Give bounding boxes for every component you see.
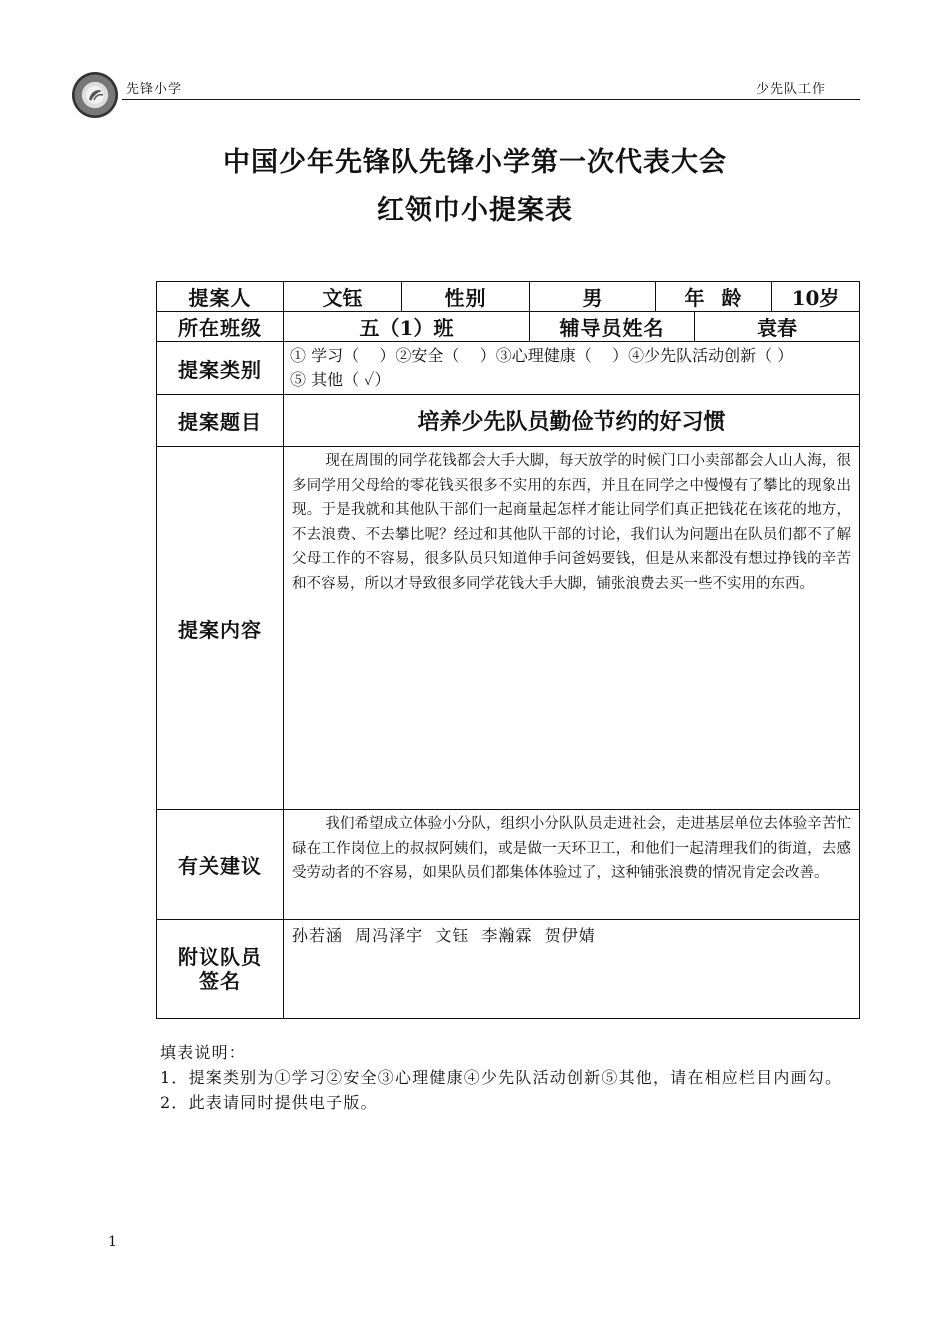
school-logo-icon: [72, 72, 118, 118]
page-number: 1: [108, 1234, 117, 1250]
content-label: 提案内容: [157, 447, 284, 810]
suggestion-text: 我们希望成立体验小分队，组织小分队队员走进社会，走进基层单位去体验辛苦忙碌在工作岗位上的叔叔阿姨们，或是做一天环卫工，和他们一起清理我们的街道，去感受劳动者的不容易，如果队员们都集体体验过了，这种铺张浪费的情况肯定会改善。: [284, 810, 860, 920]
filling-notes: [160, 1040, 860, 1115]
header-divider: [122, 99, 860, 100]
category-options: [284, 342, 860, 395]
category-label: 提案类别: [157, 342, 284, 395]
page-header: [72, 72, 860, 102]
header-section: 少先队工作: [755, 82, 826, 97]
advisor-value: 袁春: [695, 312, 860, 342]
document-subtitle: 红领巾小提案表: [377, 195, 573, 226]
proposer-label: 提案人: [157, 282, 284, 312]
topic-value: 培养少先队员勤俭节约的好习惯: [284, 395, 860, 447]
signers-value: 孙若涵 周冯泽宇 文钰 李瀚霖 贺伊婧: [284, 920, 860, 1019]
proposal-form-table: [156, 281, 860, 1019]
category-options-line2: ⑤ 其他（ ✓）: [290, 370, 391, 389]
topic-label: 提案题目: [157, 395, 284, 447]
advisor-label: 辅导员姓名: [530, 312, 695, 342]
proposer-value: 文钰: [284, 282, 402, 312]
notes-item-1: 1．提案类别为①学习②安全③心理健康④少先队活动创新⑤其他，请在相应栏目内画勾。: [160, 1068, 843, 1087]
category-options-line1: ① 学习（ ）②安全（ ）③心理健康（ ）④少先队活动创新（ ）: [290, 346, 794, 365]
signers-label-line1: 附议队员: [178, 945, 262, 969]
class-label: 所在班级: [157, 312, 284, 342]
age-label: 年 龄: [656, 282, 772, 312]
gender-value: 男: [530, 282, 656, 312]
signers-label: [157, 920, 284, 1019]
signers-label-line2: 签名: [199, 969, 241, 993]
document-title: 中国少年先锋队先锋小学第一次代表大会: [223, 147, 727, 178]
class-value: 五（1）班: [284, 312, 530, 342]
notes-heading: 填表说明：: [160, 1043, 247, 1062]
header-school-name: 先锋小学: [126, 82, 183, 97]
notes-item-2: 2．此表请同时提供电子版。: [160, 1093, 378, 1112]
age-value: 10岁: [772, 282, 860, 312]
suggestion-label: 有关建议: [157, 810, 284, 920]
content-text: 现在周围的同学花钱都会大手大脚，每天放学的时候门口小卖部都会人山人海，很多同学用父母给的零花钱买很多不实用的东西，并且在同学之中慢慢有了攀比的现象出现。于是我就和其他队干部们一起商量起怎样才能让同学们真正把钱花在该花的地方，不去浪费、不去攀比呢？经过和其他队干部的讨论，我们认为问题出在队员们都不了解父母工作的不容易，很多队员只知道伸手问爸妈要钱，但是从来都没有想过挣钱的辛苦和不容易，所以才导致很多同学花钱大手大脚，铺张浪费去买一些不实用的东西。: [284, 447, 860, 810]
gender-label: 性别: [402, 282, 530, 312]
